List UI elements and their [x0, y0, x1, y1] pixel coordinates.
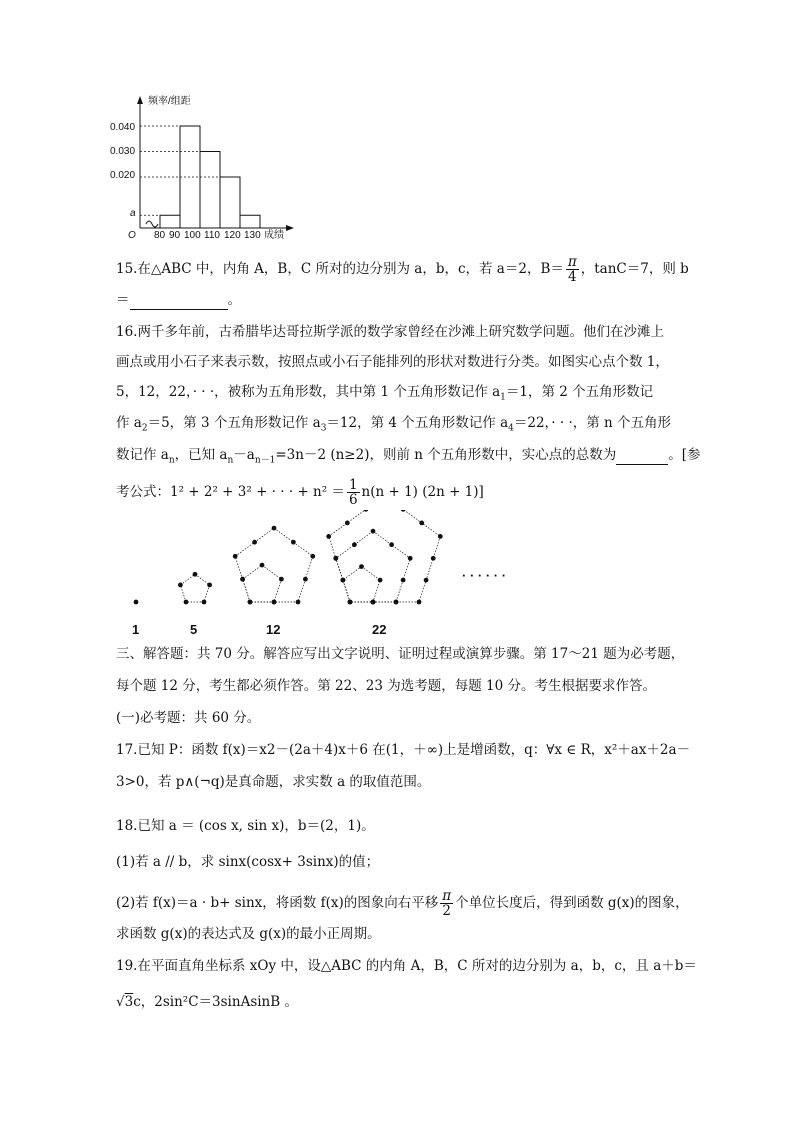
dot [359, 564, 364, 569]
dot [371, 600, 376, 605]
x-tick-label: 130 [244, 230, 261, 240]
q15-line1 [116, 255, 689, 284]
x-tick-label: 120 [224, 230, 241, 240]
dot [333, 556, 338, 561]
x-tick-label: 90 [169, 230, 181, 240]
axis-break-mark [146, 221, 158, 227]
dot [178, 583, 183, 588]
y-tick-label: a [130, 208, 136, 219]
histogram-bar [240, 215, 260, 228]
x-tick-label: 110 [204, 230, 220, 240]
x-axis-arrow [286, 225, 294, 231]
x-axis-label: 成绩 [264, 230, 284, 240]
pentagonal-numbers-figure [110, 510, 550, 640]
pentagonal-label: 22 [372, 622, 387, 637]
sqrt-symbol: √ [116, 994, 125, 1010]
dot [202, 600, 207, 605]
q16-line5: 数记作 $a_n$，已知 $a_n-a_{n-1}=3n-2$ (n≥2)，则前 n 个五角形数中，实心点的总数为 。[参 [116, 447, 701, 466]
pentagonal-label: 1 [132, 622, 140, 637]
pentagon-outline [180, 574, 209, 602]
dot [291, 540, 296, 545]
answer-blank[interactable] [616, 446, 668, 465]
dot [134, 600, 139, 605]
dot [272, 600, 277, 605]
dot [352, 542, 357, 547]
dot [252, 540, 257, 545]
dot [424, 578, 429, 583]
q17-line1: 17.已知 P：函数 f(x)＝x2－(2a＋4)x＋6 在(1，＋∞)上是增函数，q：∀x ∈ R，x²＋ax＋2a－ [116, 742, 691, 758]
dot [248, 600, 253, 605]
dot [378, 578, 383, 583]
dot [431, 556, 436, 561]
dot [341, 578, 346, 583]
dot [394, 600, 399, 605]
q19-line2: √3c，2sin²C＝3sinAsinB 。 [116, 994, 298, 1010]
q19-line1: 19.在平面直角坐标系 xOy 中，设△ABC 的内角 A，B，C 所对的边分别为 a，b，c，且 a＋b＝ [116, 958, 697, 974]
dot [233, 554, 238, 559]
dot [184, 600, 189, 605]
y-tick-label: 0.030 [110, 146, 136, 157]
dot [260, 563, 265, 568]
pentagonal-label: 12 [266, 622, 281, 637]
fraction-one-sixth: $\frac{1}{6}$ [348, 477, 358, 508]
y-tick-label: 0.020 [110, 170, 136, 181]
q18-line2: (1)若 a // b，求 sinx(cosx+ 3sinx)的值； [116, 854, 380, 870]
q16-line6: 考公式：1² + 2² + 3² + · · · + n² ＝ $\frac{1}{6}$ n(n + 1) (2n + 1)] [116, 477, 484, 508]
section3-line2: 每个题 12 分，考生都必须作答。第 22、23 为选考题，每题 10 分。考生根据要求作答。 [116, 678, 656, 694]
pentagon-outline [336, 531, 410, 602]
dot [401, 510, 406, 512]
dot [303, 577, 308, 582]
pentagon-outline [235, 528, 313, 602]
histogram-bar [160, 215, 180, 228]
q15-text: 15.在△ABC 中，内角 A，B，C 所对的边分别为 a，b，c，若 a＝2，B＝ [116, 261, 564, 277]
q18-line3: (2)若 f(x)＝a · b+ sinx，将函数 f(x)的图象向右平移 $\frac{\pi}{2}$ 个单位长度后，得到函数 g(x)的图象， [116, 888, 689, 919]
histogram-bar [200, 152, 220, 229]
dot [207, 583, 212, 588]
dot [279, 577, 284, 582]
y-axis-label: 频率/组距 [148, 96, 191, 107]
q18-line4: 求函数 g(x)的表达式及 g(x)的最小正周期。 [116, 926, 381, 942]
dot [345, 521, 350, 526]
q15-line2: ＝ 。 [116, 292, 241, 308]
q16-line1: 16.两千多年前，古希腊毕达哥拉斯学派的数学家曾经在沙滩上研究数学问题。他们在沙滩上 [116, 324, 664, 340]
x-tick-label: 80 [154, 230, 166, 240]
dot [348, 600, 353, 605]
dot [408, 556, 413, 561]
fraction-pi-over-2: $\frac{\pi}{2}$ [442, 888, 452, 919]
q16-line2: 画点或用小石子来表示数，按照点或小石子能排列的形状对数进行分类。如图实心点个数 1， [116, 354, 669, 370]
dot [364, 510, 369, 512]
dot [371, 529, 376, 534]
histogram-bar [220, 177, 240, 228]
dot [438, 534, 443, 539]
pentagonal-ellipsis: · · · · · · [462, 568, 507, 583]
dot [389, 542, 394, 547]
x-tick-label: 100 [184, 230, 201, 240]
dot [240, 577, 245, 582]
dot [193, 572, 198, 577]
answer-blank[interactable] [130, 291, 228, 310]
q15-text: ，tanC＝7，则 b [580, 261, 689, 277]
fraction-pi-over-4: $\frac{\pi}{4}$ [567, 254, 577, 285]
q18-line1: 18.已知 a ＝ (cos x, sin x)，b＝(2，1)。 [116, 818, 375, 834]
q16-line4: 作 $a_2=5$，第 3 个五角形数记作 $a_3=12$，第 4 个五角形数记作 $a_4=22$，· · ·，第 n 个五角形 [116, 415, 672, 434]
pentagon-outline [343, 567, 380, 602]
dot [310, 554, 315, 559]
section3-line3: (一)必考题：共 60 分。 [116, 710, 261, 726]
dot [417, 600, 422, 605]
dot [296, 600, 301, 605]
y-tick-label: 0.040 [110, 122, 136, 133]
frequency-histogram [110, 90, 300, 240]
q17-line2: 3>0，若 p∧(¬q)是真命题，求实数 a 的取值范围。 [116, 774, 431, 790]
section3-line1: 三、解答题：共 70 分。解答应写出文字说明、证明过程或演算步骤。第 17～21 题为必考题， [116, 646, 685, 662]
y-axis-arrow [137, 96, 143, 104]
dot [326, 534, 331, 539]
dot [419, 521, 424, 526]
pentagonal-label: 5 [190, 622, 198, 637]
dot [401, 578, 406, 583]
origin-label: O [128, 230, 136, 240]
q16-line3: 5，12，22，· · ·，被称为五角形数，其中第 1 个五角形数记作 $a_1=1$，第 2 个五角形数记 [116, 384, 654, 403]
dot [272, 526, 277, 531]
pentagon-outline [243, 565, 282, 602]
